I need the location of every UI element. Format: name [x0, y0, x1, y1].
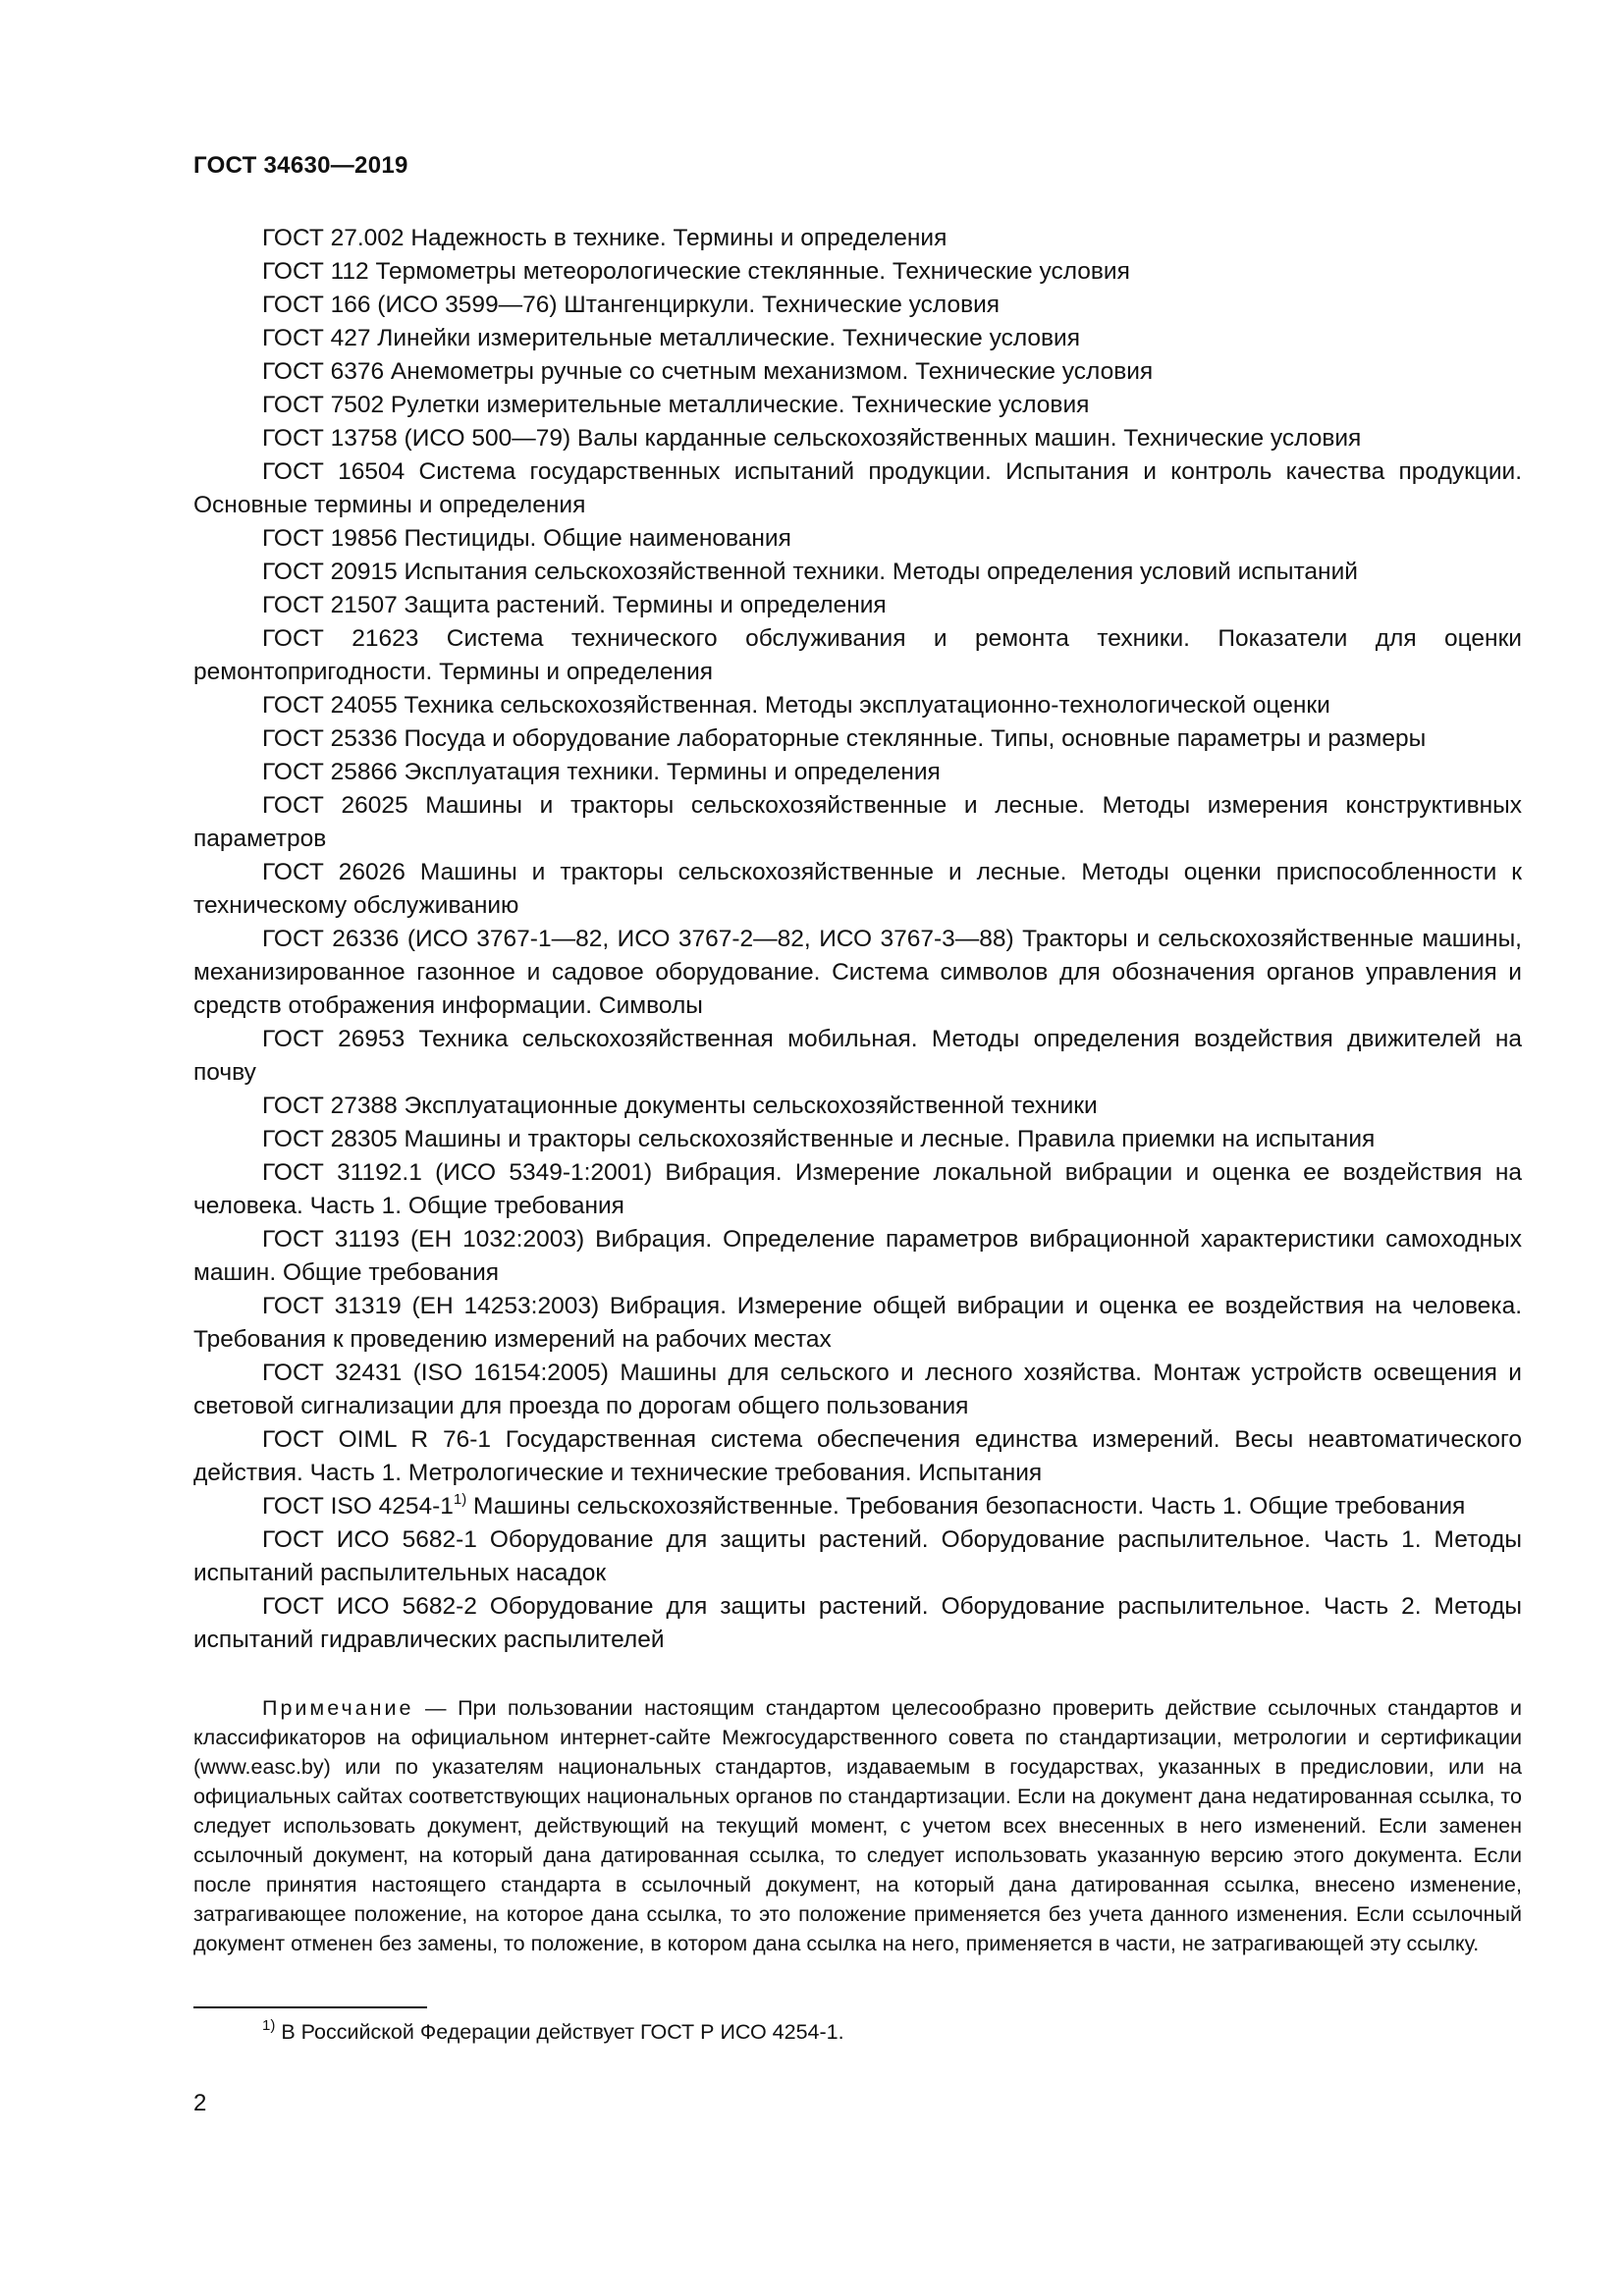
reference-item: ГОСТ 25866 Эксплуатация техники. Термины и определения — [262, 759, 941, 785]
footnote-marker: 1) — [262, 2017, 276, 2034]
reference-code: ГОСТ ISO 4254-1 — [262, 1493, 454, 1520]
note-label: Примечание — [262, 1696, 414, 1720]
reference-item: ГОСТ 26025 Машины и тракторы сельскохозяйственные и лесные. Методы измерения конструктивных параметров — [193, 792, 1522, 852]
page-number: 2 — [193, 2090, 207, 2116]
reference-item: ГОСТ 26336 (ИСО 3767-1—82, ИСО 3767-2—82, ИСО 3767-3—88) Тракторы и сельскохозяйственные машины, механизированное газонное и садовое оборудование. Система символов для обозначения органов управления и средств отображения информации. Символы — [193, 926, 1522, 1019]
reference-item: ГОСТ 112 Термометры метеорологические стеклянные. Технические условия — [262, 258, 1130, 285]
reference-item: ГОСТ 20915 Испытания сельскохозяйственной техники. Методы определения условий испытаний — [262, 559, 1358, 585]
reference-item: ГОСТ 32431 (ISO 16154:2005) Машины для сельского и лесного хозяйства. Монтаж устройств освещения и световой сигнализации для проезда по дорогам общего пользования — [193, 1360, 1522, 1419]
reference-item: ГОСТ 31319 (ЕН 14253:2003) Вибрация. Измерение общей вибрации и оценка ее воздействия на человека. Требования к проведению измерений на рабочих местах — [193, 1293, 1522, 1353]
reference-item: ГОСТ OIML R 76-1 Государственная система обеспечения единства измерений. Весы неавтоматического действия. Часть 1. Метрологические и технические требования. Испытания — [193, 1426, 1522, 1486]
reference-item: ГОСТ 26953 Техника сельскохозяйственная мобильная. Методы определения воздействия движителей на почву — [193, 1026, 1522, 1086]
reference-item: ГОСТ 26026 Машины и тракторы сельскохозяйственные и лесные. Методы оценки приспособленности к техническому обслуживанию — [193, 859, 1522, 919]
normative-references-list — [193, 222, 1522, 1657]
reference-item: ГОСТ ИСО 5682-1 Оборудование для защиты растений. Оборудование распылительное. Часть 1. Методы испытаний распылительных насадок — [193, 1526, 1522, 1586]
reference-item: ГОСТ 13758 (ИСО 500—79) Валы карданные сельскохозяйственных машин. Технические условия — [262, 425, 1362, 452]
reference-item: ГОСТ 28305 Машины и тракторы сельскохозяйственные и лесные. Правила приемки на испытания — [262, 1126, 1376, 1152]
reference-item: ГОСТ 27.002 Надежность в технике. Термины и определения — [262, 225, 947, 251]
reference-item-with-footnote — [193, 1490, 1522, 1523]
reference-item: ГОСТ 21507 Защита растений. Термины и определения — [262, 592, 887, 618]
reference-item: ГОСТ ИСО 5682-2 Оборудование для защиты растений. Оборудование распылительное. Часть 2. Методы испытаний гидравлических распылителей — [193, 1593, 1522, 1653]
reference-item: ГОСТ 7502 Рулетки измерительные металлические. Технические условия — [262, 392, 1090, 418]
reference-item: ГОСТ 31193 (ЕН 1032:2003) Вибрация. Определение параметров вибрационной характеристики самоходных машин. Общие требования — [193, 1226, 1522, 1286]
footnote-text: В Российской Федерации действует ГОСТ Р ИСО 4254-1. — [281, 2020, 844, 2044]
standard-header: ГОСТ 34630—2019 — [193, 152, 408, 179]
reference-item: ГОСТ 166 (ИСО 3599—76) Штангенциркули. Технические условия — [262, 292, 1001, 318]
reference-title: Машины сельскохозяйственные. Требования безопасности. Часть 1. Общие требования — [466, 1493, 1466, 1520]
reference-item: ГОСТ 21623 Система технического обслуживания и ремонта техники. Показатели для оценки ремонтопригодности. Термины и определения — [193, 625, 1522, 685]
reference-item: ГОСТ 19856 Пестициды. Общие наименования — [262, 525, 791, 552]
reference-item: ГОСТ 25336 Посуда и оборудование лабораторные стеклянные. Типы, основные параметры и размеры — [262, 725, 1427, 752]
reference-item: ГОСТ 427 Линейки измерительные металлические. Технические условия — [262, 325, 1080, 351]
reference-item: ГОСТ 16504 Система государственных испытаний продукции. Испытания и контроль качества продукции. Основные термины и определения — [193, 458, 1522, 518]
note-text: При пользовании настоящим стандартом целесообразно проверить действие ссылочных стандартов и классификаторов на официальном интернет-сайте Межгосударственного совета по стандартизации, метрологии и сертификации (www.easc.by) или по указателям национальных стандартов, издаваемым в государствах, указанных в предисловии, или на официальных сайтах соответствующих национальных органов по стандартизации. Если на документ дана недатированная ссылка, то следует использовать документ, действующий на текущий момент, с учетом всех внесенных в него изменений. Если заменен ссылочный документ, на который дана датированная ссылка, то следует использовать указанную версию этого документа. Если после принятия настоящего стандарта в ссылочный документ, на который дана датированная ссылка, внесено изменение, затрагивающее положение, на которое дана ссылка, то это положение применяется без учета данного изменения. Если ссылочный документ отменен без замены, то положение, в котором дана ссылка на него, применяется в части, не затрагивающей эту ссылку. — [193, 1696, 1522, 1955]
footnote — [262, 2017, 844, 2047]
footnote-ref-marker: 1) — [453, 1491, 467, 1508]
footnote-divider — [193, 2006, 427, 2008]
reference-item: ГОСТ 31192.1 (ИСО 5349-1:2001) Вибрация. Измерение локальной вибрации и оценка ее воздействия на человека. Часть 1. Общие требования — [193, 1159, 1522, 1219]
reference-item: ГОСТ 6376 Анемометры ручные со счетным механизмом. Технические условия — [262, 358, 1154, 385]
note-dash: — — [413, 1696, 459, 1720]
reference-item: ГОСТ 24055 Техника сельскохозяйственная. Методы эксплуатационно-технологической оценки — [262, 692, 1330, 719]
note-paragraph — [193, 1693, 1522, 1958]
reference-item: ГОСТ 27388 Эксплуатационные документы сельскохозяйственной техники — [262, 1093, 1098, 1119]
